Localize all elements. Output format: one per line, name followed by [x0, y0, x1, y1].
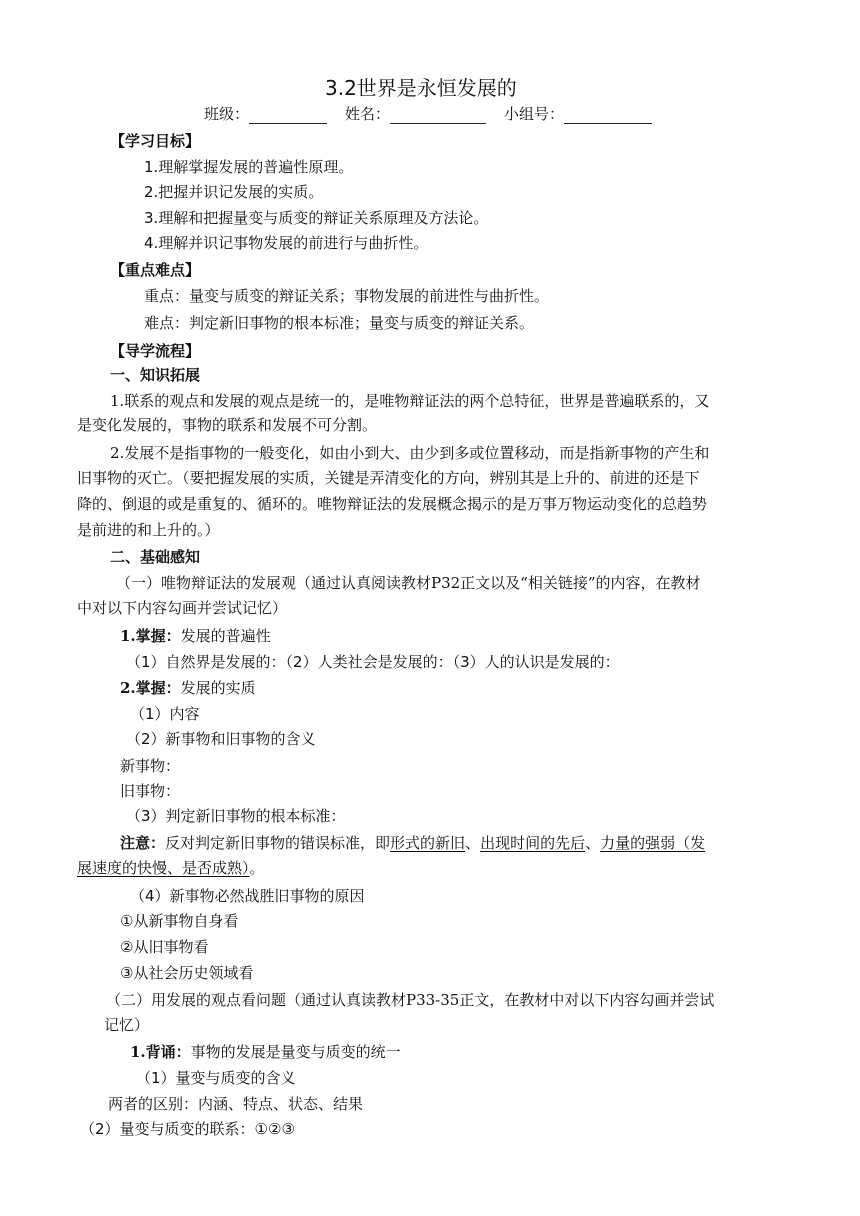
- name-label: 姓名：: [345, 105, 391, 123]
- master-text: 发展的普遍性: [180, 627, 271, 645]
- reason-item: ③从社会历史领域看: [120, 964, 254, 982]
- difficult-point: 难点：判定新旧事物的根本标准；量变与质变的辩证关系。: [144, 314, 535, 332]
- note-label: 注意：: [120, 834, 166, 852]
- section2-intro: （二）用发展的观点看问题（通过认真读教材P33-35正文，在教材中对以下内容勾画并尝试: [106, 991, 715, 1009]
- group-label: 小组号：: [504, 105, 565, 123]
- sub-item: （3）判定新旧事物的根本标准：: [126, 807, 346, 825]
- recite-item: [130, 1042, 401, 1062]
- old-thing-line: 旧事物：: [120, 782, 181, 800]
- recite-label: 1.背诵：: [130, 1043, 191, 1061]
- section1-intro: 中对以下内容勾画并尝试记忆）: [77, 599, 288, 617]
- section2-intro: 记忆）: [104, 1016, 150, 1034]
- sub-item: （1）量变与质变的含义: [136, 1069, 296, 1087]
- wrong-standard: 出现时间的先后: [480, 834, 586, 852]
- note-sep: 、: [585, 834, 601, 852]
- sub-item: （2）量变与质变的联系：①②③: [80, 1120, 295, 1138]
- recite-text: 事物的发展是量变与质变的统一: [190, 1043, 401, 1061]
- wrong-standard: 力量的强弱（发: [600, 834, 706, 852]
- wrong-standard: 形式的新旧: [390, 834, 466, 852]
- key-point: 重点：量变与质变的辩证关系；事物发展的前进性与曲折性。: [144, 287, 550, 305]
- sub-item: （1）内容: [130, 705, 200, 723]
- sub-item: （2）新事物和旧事物的含义: [126, 730, 316, 748]
- master-item-2: [120, 678, 256, 698]
- part1-paragraph: 2.发展不是指事物的一般变化，如由小到大、由少到多或位置移动，而是指新事物的产生和: [110, 444, 710, 462]
- wrong-standard: 展速度的快慢、是否成熟）: [77, 859, 250, 877]
- part1-paragraph: 1.联系的观点和发展的观点是统一的，是唯物辩证法的两个总特征，世界是普遍联系的，又: [110, 392, 710, 410]
- section1-intro: （一）唯物辩证法的发展观（通过认真阅读教材P32正文以及“相关链接”的内容，在教材: [116, 574, 701, 592]
- goal-item: 3.理解和把握量变与质变的辩证关系原理及方法论。: [144, 209, 489, 227]
- note-end: 。: [249, 859, 265, 877]
- goals-heading: 【学习目标】: [110, 132, 201, 150]
- note-line: [77, 858, 265, 878]
- class-label: 班级：: [204, 105, 250, 123]
- student-info-row: [204, 104, 670, 124]
- part1-paragraph: 是变化发展的，事物的联系和发展不可分割。: [77, 416, 378, 434]
- note-text: 反对判定新旧事物的错误标准，即: [165, 834, 391, 852]
- master-text: 发展的实质: [180, 679, 256, 697]
- key-difficult-heading: 【重点难点】: [110, 261, 201, 279]
- part1-heading: 一、知识拓展: [110, 366, 201, 384]
- universality-line: （1）自然界是发展的：（2）人类社会是发展的：（3）人的认识是发展的：: [126, 653, 620, 671]
- part2-heading: 二、基础感知: [110, 548, 201, 566]
- page-title: 3.2世界是永恒发展的: [325, 76, 517, 100]
- sub-item: （4）新事物必然战胜旧事物的原因: [130, 887, 365, 905]
- group-blank[interactable]: [564, 107, 652, 124]
- part1-paragraph: 旧事物的灭亡。（要把握发展的实质，关键是弄清变化的方向，辨别其是上升的、前进的还是下: [77, 469, 700, 487]
- part1-paragraph: 降的、倒退的或是重复的、循环的。唯物辩证法的发展概念揭示的是万事万物运动变化的总趋势: [77, 495, 708, 513]
- goal-item: 4.理解并识记事物发展的前进行与曲折性。: [144, 234, 429, 252]
- class-blank[interactable]: [249, 107, 327, 124]
- part1-paragraph: 是前进的和上升的。）: [77, 521, 220, 539]
- reason-item: ①从新事物自身看: [120, 912, 239, 930]
- goal-item: 2.把握并识记发展的实质。: [144, 183, 324, 201]
- master-label: 2.掌握：: [120, 679, 181, 697]
- flow-heading: 【导学流程】: [110, 342, 201, 360]
- note-sep: 、: [465, 834, 481, 852]
- note-line: [120, 833, 705, 853]
- reason-item: ②从旧事物看: [120, 938, 209, 956]
- new-thing-line: 新事物：: [120, 757, 181, 775]
- name-blank[interactable]: [390, 107, 486, 124]
- goal-item: 1.理解掌握发展的普遍性原理。: [144, 158, 354, 176]
- master-label: 1.掌握：: [120, 627, 181, 645]
- master-item-1: [120, 626, 271, 646]
- difference-line: 两者的区别：内涵、特点、状态、结果: [108, 1095, 364, 1113]
